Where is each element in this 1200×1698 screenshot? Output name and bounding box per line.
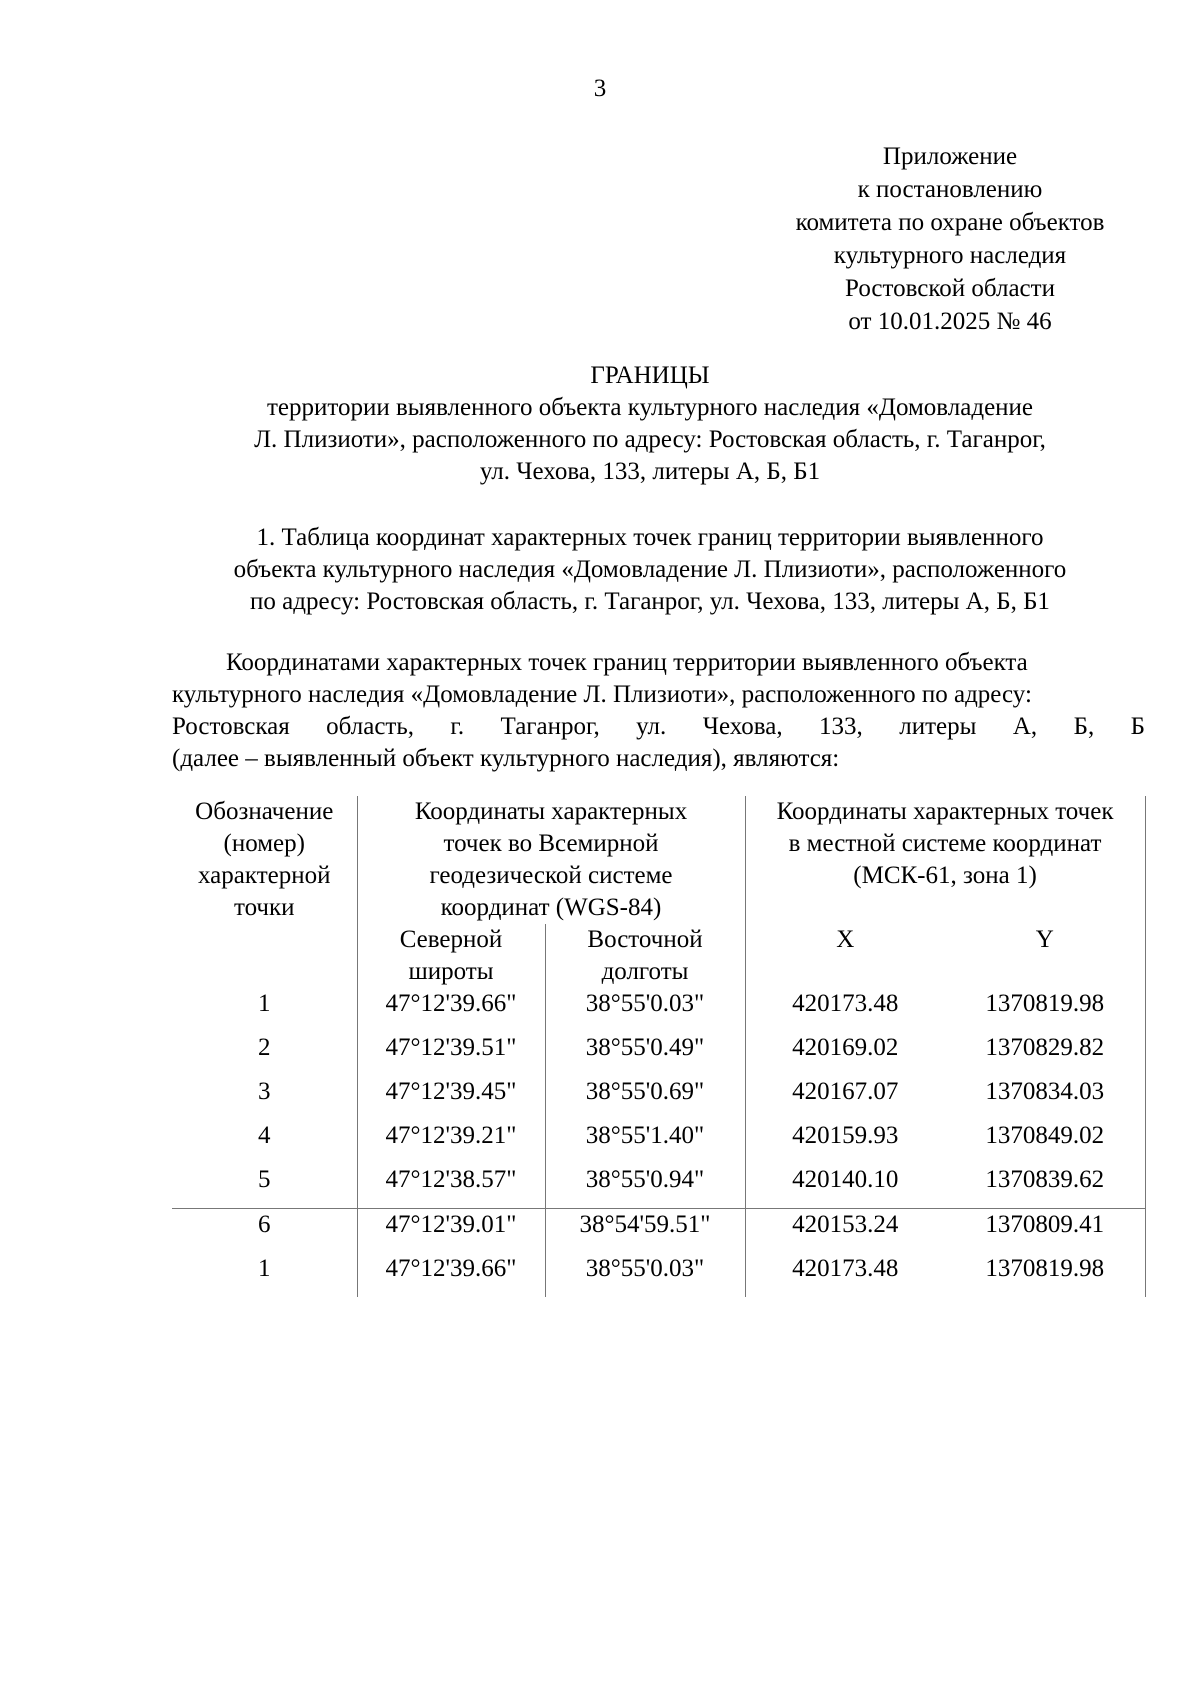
cell-y: 1370819.98: [945, 988, 1145, 1032]
section-title: [150, 522, 1150, 618]
cell-x: 420169.02: [745, 1032, 945, 1076]
page-number: 3: [593, 75, 607, 102]
cell-x: 420153.24: [745, 1209, 945, 1254]
header-lon: [545, 924, 745, 988]
cell-lon: 38°55'1.40": [545, 1120, 745, 1164]
table-row: [172, 1032, 1145, 1076]
header-line: Восточной: [587, 926, 703, 953]
paragraph-line: Координатами характерных точек границ территории выявленного объекта: [226, 649, 1028, 676]
cell-lat: 47°12'38.57": [357, 1164, 545, 1209]
heading-title: ГРАНИЦЫ: [590, 362, 710, 389]
appendix-line: культурного наследия: [833, 242, 1067, 269]
header-line: долготы: [601, 958, 689, 985]
cell-x: 420173.48: [745, 1253, 945, 1297]
appendix-line: от 10.01.2025 № 46: [848, 308, 1052, 335]
cell-lat: 47°12'39.45": [357, 1076, 545, 1120]
cell-y: 1370839.62: [945, 1164, 1145, 1209]
header-y: Y: [945, 924, 1145, 988]
cell-lon: 38°54'59.51": [545, 1209, 745, 1254]
paragraph-line: Ростовская область, г. Таганрог, ул. Чехова, 133, литеры А, Б, Б: [172, 713, 1145, 740]
cell-lon: 38°55'0.69": [545, 1076, 745, 1120]
cell-lat: 47°12'39.51": [357, 1032, 545, 1076]
appendix-line: к постановлению: [857, 176, 1043, 203]
cell-lat: 47°12'39.01": [357, 1209, 545, 1254]
header-msk: [745, 796, 1145, 924]
header-line: Координаты характерных: [414, 798, 688, 825]
document-heading: [150, 360, 1150, 488]
cell-point: 4: [258, 1122, 271, 1149]
cell-point: 1: [258, 990, 271, 1017]
cell-lon: 38°55'0.94": [545, 1164, 745, 1209]
header-line: точек во Всемирной: [443, 830, 659, 857]
cell-lon: 38°55'0.03": [545, 1253, 745, 1297]
section-line: объекта культурного наследия «Домовладение Л. Плизиоти», расположенного: [233, 556, 1067, 583]
coordinates-table: [172, 796, 1146, 1297]
header-line: Координаты характерных точек: [776, 798, 1114, 825]
header-wgs: [357, 796, 745, 924]
cell-lon: 38°55'0.49": [545, 1032, 745, 1076]
section-line: по адресу: Ростовская область, г. Таганрог, ул. Чехова, 133, литеры А, Б, Б1: [250, 588, 1050, 615]
cell-x: 420140.10: [745, 1164, 945, 1209]
cell-x: 420159.93: [745, 1120, 945, 1164]
cell-y: 1370809.41: [945, 1209, 1145, 1254]
heading-line: Л. Плизиоти», расположенного по адресу: Ростовская область, г. Таганрог,: [254, 426, 1046, 453]
appendix-line: Приложение: [882, 143, 1018, 170]
cell-point: 2: [258, 1034, 271, 1061]
header-x: X: [745, 924, 945, 988]
header-line: (номер): [223, 830, 305, 857]
appendix-line: Ростовской области: [845, 275, 1055, 302]
table-row: [172, 1164, 1145, 1209]
cell-y: 1370829.82: [945, 1032, 1145, 1076]
cell-lon: 38°55'0.03": [545, 988, 745, 1032]
cell-point: 3: [258, 1078, 271, 1105]
cell-x: 420167.07: [745, 1076, 945, 1120]
header-line: в местной системе координат: [788, 830, 1102, 857]
section-line: 1. Таблица координат характерных точек границ территории выявленного: [256, 524, 1044, 551]
table-header-row: [172, 796, 1145, 924]
intro-paragraph: [172, 647, 1145, 775]
cell-y: 1370849.02: [945, 1120, 1145, 1164]
header-line: геодезической системе: [429, 862, 673, 889]
heading-line: ул. Чехова, 133, литеры А, Б, Б1: [479, 458, 821, 485]
table-row: [172, 1209, 1145, 1254]
header-line: Северной: [399, 926, 503, 953]
paragraph-line: (далее – выявленный объект культурного наследия), являются:: [172, 745, 840, 772]
header-line: широты: [408, 958, 494, 985]
cell-point: 5: [258, 1166, 271, 1193]
cell-y: 1370819.98: [945, 1253, 1145, 1297]
header-lat: [357, 924, 545, 988]
header-line: характерной: [198, 862, 331, 889]
header-line: (МСК-61, зона 1): [853, 862, 1037, 889]
table-row: [172, 1120, 1145, 1164]
cell-x: 420173.48: [745, 988, 945, 1032]
header-line: точки: [233, 894, 295, 921]
header-point: [172, 796, 357, 988]
table-row: [172, 1253, 1145, 1297]
heading-line: территории выявленного объекта культурного наследия «Домовладение: [266, 394, 1034, 421]
cell-lat: 47°12'39.21": [357, 1120, 545, 1164]
header-line: координат (WGS-84): [440, 894, 662, 921]
cell-y: 1370834.03: [945, 1076, 1145, 1120]
paragraph-line: культурного наследия «Домовладение Л. Плизиоти», расположенного по адресу:: [172, 681, 1032, 708]
table-row: [172, 1076, 1145, 1120]
cell-point: 1: [258, 1255, 271, 1282]
cell-lat: 47°12'39.66": [357, 988, 545, 1032]
appendix-block: [760, 140, 1140, 338]
cell-point: 6: [172, 1209, 357, 1254]
appendix-line: комитета по охране объектов: [795, 209, 1105, 236]
header-line: Обозначение: [195, 798, 334, 825]
table-row: [172, 988, 1145, 1032]
cell-lat: 47°12'39.66": [357, 1253, 545, 1297]
